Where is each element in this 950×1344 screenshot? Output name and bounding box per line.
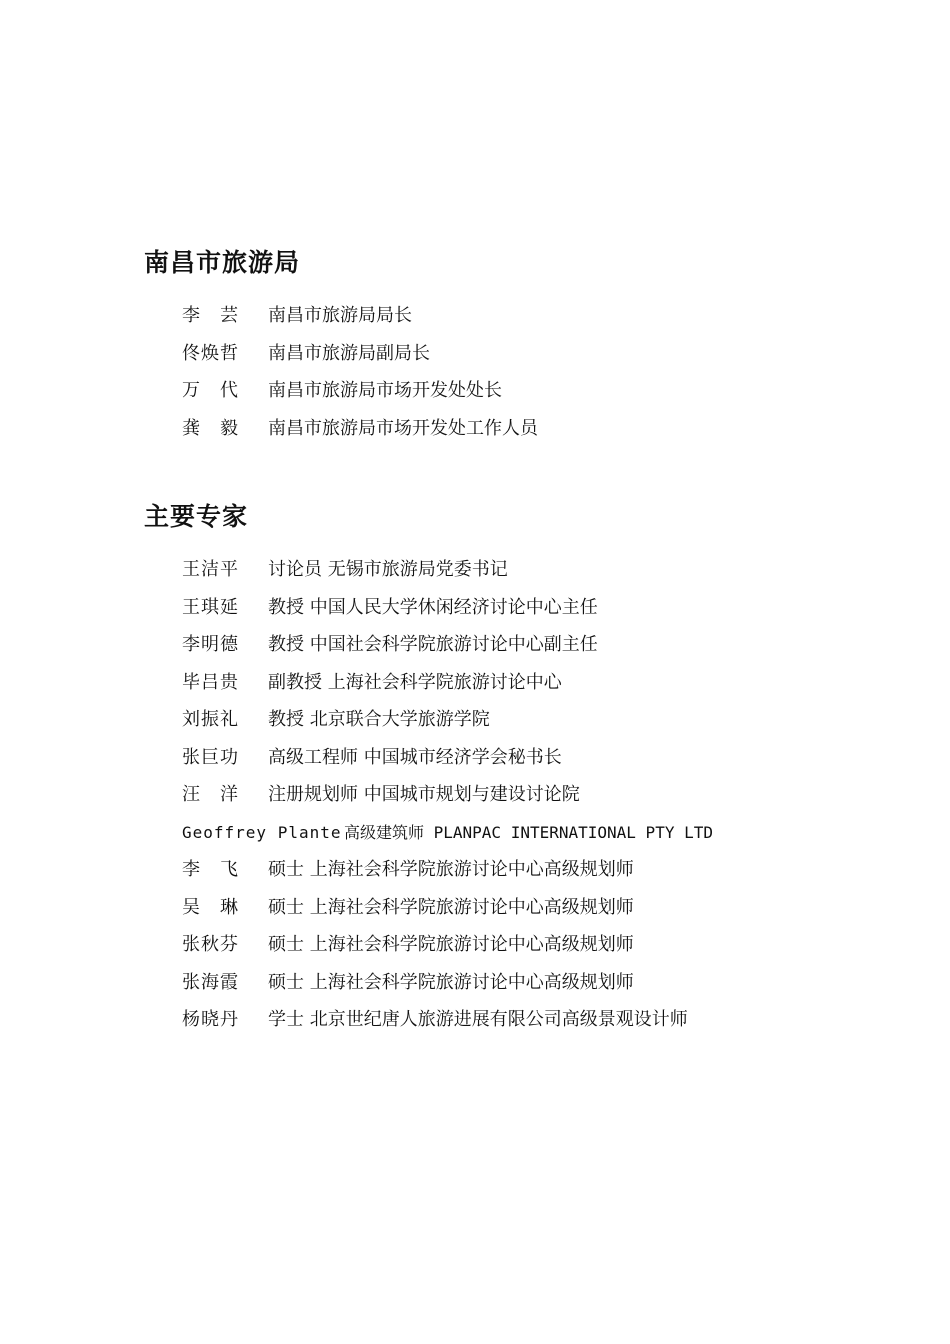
member-title: 学士 北京世纪唐人旅游进展有限公司高级景观设计师: [268, 1009, 688, 1030]
member-name: 张巨功: [182, 747, 239, 768]
section-title-experts: 主要专家: [144, 502, 249, 531]
member-name: 王琪延: [182, 597, 239, 618]
member-name: 王洁平: [182, 559, 239, 580]
member-title: 南昌市旅游局局长: [268, 305, 412, 326]
member-name: 李 飞: [182, 859, 239, 880]
member-title: 硕士 上海社会科学院旅游讨论中心高级规划师: [268, 934, 634, 955]
member-title: 教授 中国社会科学院旅游讨论中心副主任: [268, 634, 598, 655]
member-name: 张秋芬: [182, 934, 239, 955]
member-name: 刘振礼: [182, 709, 239, 730]
member-title: 教授 中国人民大学休闲经济讨论中心主任: [268, 597, 598, 618]
member-title: 硕士 上海社会科学院旅游讨论中心高级规划师: [268, 972, 634, 993]
member-title: 硕士 上海社会科学院旅游讨论中心高级规划师: [268, 897, 634, 918]
member-title: 高级建筑师 PLANPAC INTERNATIONAL PTY LTD: [344, 823, 713, 842]
member-title: 南昌市旅游局副局长: [268, 343, 430, 364]
member-name: 张海霞: [182, 972, 239, 993]
member-name: 李明德: [182, 634, 239, 655]
member-name: 龚 毅: [182, 418, 239, 439]
section-title-bureau: 南昌市旅游局: [144, 248, 301, 277]
member-name: 万 代: [182, 380, 239, 401]
member-name: 毕吕贵: [182, 672, 239, 693]
member-name: 吴 琳: [182, 897, 239, 918]
member-title: 高级工程师 中国城市经济学会秘书长: [268, 747, 562, 768]
member-title: 南昌市旅游局市场开发处处长: [268, 380, 502, 401]
member-title: 讨论员 无锡市旅游局党委书记: [268, 559, 508, 580]
member-title: 南昌市旅游局市场开发处工作人员: [268, 418, 538, 439]
member-title: 硕士 上海社会科学院旅游讨论中心高级规划师: [268, 859, 634, 880]
member-title: 副教授 上海社会科学院旅游讨论中心: [268, 672, 562, 693]
member-name: Geoffrey Plante: [182, 823, 342, 842]
member-title: 注册规划师 中国城市规划与建设讨论院: [268, 784, 580, 805]
member-name: 李 芸: [182, 305, 239, 326]
member-name: 佟焕哲: [182, 343, 239, 364]
member-name: 杨晓丹: [182, 1009, 239, 1030]
member-name: 汪 洋: [182, 784, 239, 805]
member-title: 教授 北京联合大学旅游学院: [268, 709, 490, 730]
